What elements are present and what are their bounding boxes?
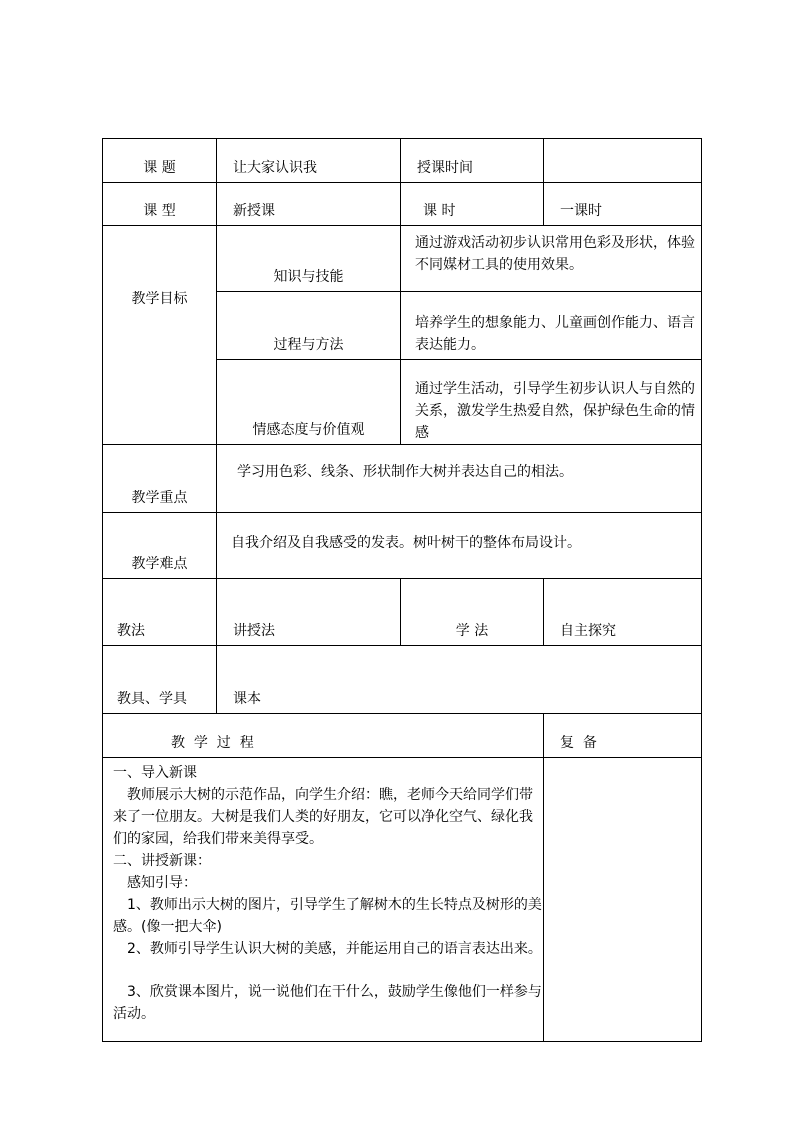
tools-label: 教具、学具 (103, 646, 217, 714)
step1-line-1: 1、教师出示大树的图片，引导学生了解树木的生长特点及树形的美 (127, 897, 542, 913)
topic-row (103, 139, 702, 183)
study-method-label: 学 法 (401, 579, 544, 646)
tools-value: 课本 (217, 646, 702, 714)
objective-emotion-label: 情感态度与价值观 (217, 360, 401, 445)
type-row (103, 183, 702, 226)
section1-line-2: 来了一位朋友。大树是我们人类的好朋友，它可以净化空气、绿化我 (113, 809, 533, 825)
section1-line-3: 们的家园，给我们带来美得享受。 (113, 831, 323, 847)
objective-emotion-text: 通过学生活动，引导学生初步认识人与自然的关系，激发学生热爱自然，保护绿色生命的情感 (401, 360, 702, 445)
step2-line: 2、教师引导学生认识大树的美感，并能运用自己的语言表达出来。 (127, 941, 542, 957)
section1-title: 一、导入新课 (113, 765, 197, 781)
notes-cell (544, 758, 702, 1042)
type-value: 新授课 (217, 183, 401, 226)
period-value: 一课时 (544, 183, 702, 226)
objectives-label: 教学目标 (103, 226, 217, 445)
objective-knowledge-text: 通过游戏活动初步认识常用色彩及形状，体验不同媒材工具的使用效果。 (401, 226, 702, 292)
objective-knowledge-label: 知识与技能 (217, 226, 401, 292)
process-header-row (103, 714, 702, 758)
objective-process-label: 过程与方法 (217, 292, 401, 360)
teaching-method-label: 教法 (103, 579, 217, 646)
type-label: 课 型 (103, 183, 217, 226)
class-time-value (544, 139, 702, 183)
objective-process-text: 培养学生的想象能力、儿童画创作能力、语言表达能力。 (401, 292, 702, 360)
key-points-row (103, 445, 702, 513)
step3-line-1: 3、欣赏课本图片，说一说他们在干什么，鼓励学生像他们一样参与 (127, 984, 542, 1000)
topic-label: 课 题 (103, 139, 217, 183)
teaching-method-value: 讲授法 (217, 579, 401, 646)
class-time-label: 授课时间 (401, 139, 544, 183)
process-header: 教 学 过 程 (103, 714, 544, 758)
study-method-value: 自主探究 (544, 579, 702, 646)
process-body-row (103, 758, 702, 1042)
topic-value: 让大家认识我 (217, 139, 401, 183)
step1-line-2: 感。(像一把大伞) (113, 919, 222, 935)
key-points-text: 学习用色彩、线条、形状制作大树并表达自己的相法。 (217, 445, 702, 513)
notes-header: 复 备 (544, 714, 702, 758)
key-points-label: 教学重点 (103, 445, 217, 513)
objective-row-knowledge (103, 226, 702, 292)
difficulties-label: 教学难点 (103, 513, 217, 579)
section2-subtitle: 感知引导： (127, 875, 197, 891)
tools-row (103, 646, 702, 714)
lesson-plan-table (102, 138, 702, 1042)
difficulties-row (103, 513, 702, 579)
methods-row (103, 579, 702, 646)
process-content (103, 758, 544, 1042)
difficulties-text: 自我介绍及自我感受的发表。树叶树干的整体布局设计。 (217, 513, 702, 579)
blank-line (113, 960, 537, 981)
section1-line-1: 教师展示大树的示范作品，向学生介绍：瞧，老师今天给同学们带 (127, 787, 533, 803)
section2-title: 二、讲授新课： (113, 853, 211, 869)
period-label: 课 时 (401, 183, 544, 226)
step3-line-2: 活动。 (113, 1006, 155, 1022)
